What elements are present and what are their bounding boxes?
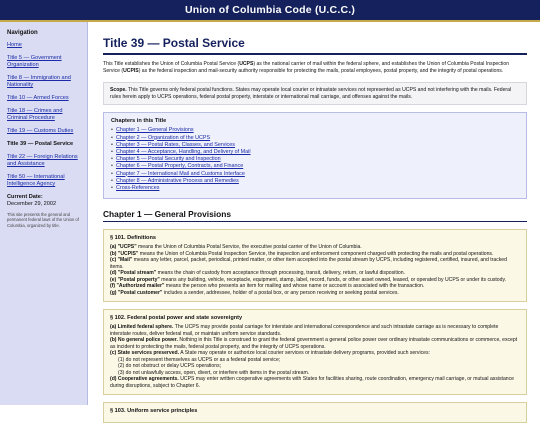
provision-b: [110, 337, 520, 350]
scope-label: Scope.: [110, 87, 127, 94]
definition-text: means any letter, parcel, packet, periodical, printed matter, or other item accepted into the postal stream by UCPS, including registered, certified, insured, and tracked items.: [110, 257, 507, 270]
toc-link-chapter-5[interactable]: Chapter 5 — Postal Security and Inspection: [116, 156, 221, 163]
section-title: § 101. Definitions: [110, 235, 157, 242]
toc-item: [111, 127, 519, 134]
bullet-icon: •: [111, 163, 113, 170]
definition-g: [110, 290, 520, 297]
bullet-icon: •: [111, 170, 113, 177]
definition-text: means the Union of Columbia Postal Service, the executive postal carrier of the Union of Columbia.: [136, 244, 362, 251]
toc-list: [111, 127, 519, 192]
toc-title: Chapters in this Title: [111, 118, 167, 125]
intro-text-1: This Title establishes the Union of Columbia Postal Service (: [103, 61, 240, 67]
definition-text: means any building, vehicle, receptacle, equipment, stamp, label, record, funds, or other asset owned, leased, or operated by UCPS or under its custody.: [159, 276, 507, 283]
provision-d: [110, 376, 520, 389]
toc-link-chapter-1[interactable]: Chapter 1 — General Provisions: [116, 127, 194, 134]
subprovision-1: (1) do not represent themselves as UCPS or as a federal postal service;: [118, 356, 281, 363]
scope-text: This Title governs only federal postal functions. States may operate local courier or intrastate services not represented as UCPS and not interfering with the mails. Federal rules herein apply to UCPS operations, federal postal property, interstate or international mail carriage, and offenses against the mails.: [110, 87, 512, 100]
toc-link-chapter-2[interactable]: Chapter 2 — Organization of the UCPS: [116, 134, 211, 141]
sidebar-item-title-8[interactable]: Title 8 — Immigration and Nationality: [7, 75, 71, 88]
section-102: [103, 309, 527, 395]
toc-link-chapter-4[interactable]: Chapter 4 — Acceptance, Handling, and Delivery of Mail: [116, 148, 251, 155]
toc-item: [111, 156, 519, 163]
provision-heading: (c) State services preserved.: [110, 350, 180, 357]
main-content: [103, 22, 527, 415]
site-title: Union of Columbia Code (U.C.C.): [184, 4, 356, 16]
provision-text: The UCPS may provide postal carriage for interstate and international correspondence and such intrastate carriage as is necessary to complete interstate routes, deliver federal mail, or maintain uniform service standards.: [110, 324, 499, 337]
current-date-label: Current Date:: [7, 194, 43, 200]
provision-a: [110, 324, 520, 337]
sidebar-item-home[interactable]: Home: [7, 42, 22, 48]
definition-text: means the Union of Columbia Postal Inspection Service, the inspection and enforcement component charged with protecting the mails and postal operations.: [138, 250, 494, 257]
bullet-icon: •: [111, 156, 113, 163]
provision-text: UCPS may enter written cooperative agreements with States for facilities sharing, route coordination, emergency mail carriage, or mutual assistance during disruptions, subject to Chapter 6.: [110, 376, 515, 389]
provision-text: A State may operate or authorize local courier services or intrastate delivery programs, provided such services:: [179, 350, 430, 357]
definition-term: (e) "Postal property": [110, 276, 160, 283]
sidebar-item-title-39[interactable]: Title 39 — Postal Service: [7, 141, 74, 147]
definition-text: means the person who presents an item for mailing and whose name or account is associated with the transaction.: [164, 283, 425, 290]
section-101: [103, 229, 527, 302]
bullet-icon: •: [111, 127, 113, 134]
definition-term: (g) "Postal customer": [110, 289, 163, 296]
bullet-icon: •: [111, 148, 113, 155]
site-header: [0, 0, 540, 22]
toc-item: [111, 163, 519, 170]
definition-c: [110, 257, 520, 270]
bullet-icon: •: [111, 177, 113, 184]
intro-ucps: UCPS: [239, 61, 254, 67]
definition-term: (b) "UCPIS": [110, 250, 139, 257]
toc-item: [111, 149, 519, 156]
toc-link-cross-references[interactable]: Cross-References: [116, 185, 160, 191]
definition-text: includes a sender, addressee, holder of a postal box, or any person receiving or seeking postal services.: [162, 289, 399, 296]
definition-term: (f) "Authorized mailer": [110, 283, 165, 290]
provision-heading: (b) No general police power.: [110, 337, 178, 344]
toc-link-chapter-8[interactable]: Chapter 8 — Administrative Process and Remedies: [116, 177, 239, 184]
provision-text: Nothing in this Title is construed to grant the federal government a general police power over ordinary intrastate communications or commerce, except as incident to protecting the mails, federal postal property, and the integrity of UCPS operations.: [110, 337, 518, 350]
sidebar-title: Navigation: [7, 30, 38, 36]
chapter-toc: [103, 112, 527, 199]
toc-item: [111, 135, 519, 142]
sidebar-item-title-22[interactable]: Title 22 — Foreign Relations and Assistance: [7, 154, 78, 167]
intro-ucpis: UCPIS: [123, 67, 139, 74]
current-date: December 29, 2002: [7, 201, 57, 207]
toc-item: [111, 178, 519, 185]
toc-link-chapter-3[interactable]: Chapter 3 — Postal Rates, Classes, and Services: [116, 141, 235, 148]
sidebar-item-title-50[interactable]: Title 50 — International Intelligence Agency: [7, 174, 65, 187]
sidebar-item-title-18[interactable]: Title 18 — Crimes and Criminal Procedure: [7, 108, 63, 121]
sidebar-item-title-19[interactable]: Title 19 — Customs Duties: [7, 128, 74, 134]
provision-heading: (d) Cooperative agreements.: [110, 376, 179, 383]
section-title: § 102. Federal postal power and state sovereignty: [110, 315, 243, 322]
toc-item: [111, 171, 519, 178]
bullet-icon: •: [111, 141, 113, 148]
scope-box: [103, 82, 527, 105]
definition-term: (c) "Mail": [110, 257, 133, 264]
bullet-icon: •: [111, 134, 113, 141]
sidebar-item-title-5[interactable]: Title 5 — Government Organization: [7, 55, 62, 68]
subprovision-2: (2) do not obstruct or delay UCPS operations;: [118, 363, 222, 370]
section-103: [103, 402, 527, 423]
sidebar: [0, 22, 88, 405]
intro-text-2: ) as the national carrier of mail within the federal sphere, and establishes the Union of Columbia Postal Inspection Service (: [103, 61, 510, 74]
toc-link-chapter-7[interactable]: Chapter 7 — International Mail and Customs Interface: [116, 170, 245, 177]
bullet-icon: •: [111, 185, 113, 191]
intro-text-3: ) as the federal inspection and mail-security authority responsible for protecting the mails, postal employees, postal property, and the integrity of postal operations.: [138, 67, 504, 74]
toc-item: [111, 185, 519, 192]
provision-heading: (a) Limited federal sphere.: [110, 324, 174, 331]
chapter-heading: Chapter 1 — General Provisions: [103, 209, 527, 222]
toc-item: [111, 142, 519, 149]
definition-text: means the chain of custody from acceptance through processing, transit, delivery, return, or lawful disposition.: [156, 270, 405, 277]
intro-paragraph: [103, 61, 527, 74]
definition-term: (a) "UCPS": [110, 244, 137, 251]
page-title: Title 39 — Postal Service: [103, 36, 527, 55]
sidebar-item-title-10[interactable]: Title 10 — Armed Forces: [7, 95, 69, 101]
definition-term: (d) "Postal stream": [110, 270, 157, 277]
toc-link-chapter-6[interactable]: Chapter 6 — Postal Property, Contracts, and Finance: [116, 163, 244, 170]
section-title: § 103. Uniform service principles: [110, 408, 198, 415]
subprovision-3: (3) do not unlawfully access, open, divert, or interfere with items in the postal stream.: [118, 369, 310, 376]
sidebar-note: This site presents the general and permanent federal laws of the Union of Columbia, organized by title.: [7, 212, 79, 228]
